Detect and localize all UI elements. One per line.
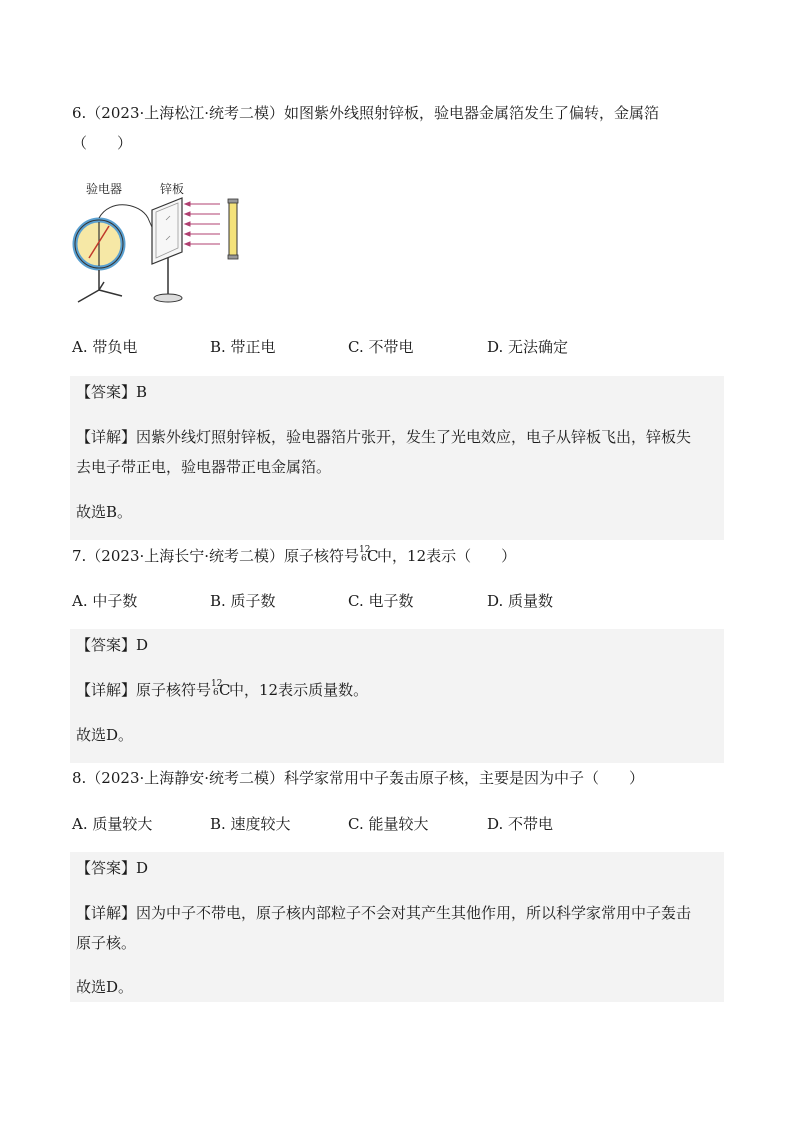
uv-light-arrows (185, 202, 220, 246)
q8-option-c: C. 能量较大 (348, 815, 429, 833)
figure-label-electroscope: 验电器 (86, 182, 123, 196)
q6-option-a: A. 带负电 (72, 338, 138, 356)
q8-option-b: B. 速度较大 (210, 815, 291, 833)
q6-detail-line2: 去电子带正电，验电器带正电金属箔。 (76, 458, 332, 476)
q7-option-b: B. 质子数 (210, 592, 276, 610)
uv-lamp (229, 201, 237, 257)
q6-option-b: B. 带正电 (210, 338, 276, 356)
q8-answer-block (70, 852, 724, 1002)
q8-option-a: A. 质量较大 (72, 815, 153, 833)
nuclide-element: C (219, 681, 231, 699)
q7-option-d: D. 质量数 (487, 592, 554, 610)
q8-conclusion: 故选D。 (76, 978, 134, 996)
electroscope-diagram (70, 178, 260, 306)
q7-option-a: A. 中子数 (72, 592, 138, 610)
q6-option-c: C. 不带电 (348, 338, 414, 356)
nuclide-mass-number: 12 (211, 679, 223, 689)
q7-stem (72, 545, 516, 567)
q6-stem-line2: （ ） (72, 134, 133, 152)
nuclide-mass-number: 12 (359, 545, 371, 555)
q6-detail-line1: 【详解】因紫外线灯照射锌板，验电器箔片张开，发生了光电效应，电子从锌板飞出，锌板失 (76, 428, 692, 446)
q8-answer: 【答案】D (76, 859, 149, 877)
nuclide-atomic-number: 6 (213, 688, 219, 698)
q7-answer: 【答案】D (76, 636, 149, 654)
q7-nuclide-symbol (359, 545, 377, 567)
q7-detail (76, 679, 368, 701)
plate-base (154, 294, 182, 302)
figure-label-zinc-plate: 锌板 (160, 182, 185, 196)
q8-detail-line2: 原子核。 (76, 934, 137, 952)
q7-detail-nuclide-symbol (211, 679, 229, 701)
q7-conclusion: 故选D。 (76, 726, 134, 744)
q8-option-d: D. 不带电 (487, 815, 554, 833)
q6-figure-electroscope-zinc-plate (70, 178, 260, 306)
q6-conclusion: 故选B。 (76, 503, 133, 521)
nuclide-element: C (367, 547, 379, 565)
nuclide-atomic-number: 6 (361, 554, 367, 564)
q8-stem: 8.（2023·上海静安·统考二模）科学家常用中子轰击原子核，主要是因为中子（ ） (72, 769, 645, 787)
q7-option-c: C. 电子数 (348, 592, 414, 610)
q7-stem-before: 7.（2023·上海长宁·统考二模）原子核符号 (72, 547, 360, 565)
q6-stem-line1: 6.（2023·上海松江·统考二模）如图紫外线照射锌板，验电器金属箔发生了偏转，金属箔 (72, 104, 660, 122)
q6-option-d: D. 无法确定 (487, 338, 569, 356)
q7-answer-block (70, 629, 724, 763)
q7-detail-after: 中，12表示质量数。 (229, 681, 369, 699)
q8-detail-line1: 【详解】因为中子不带电，原子核内部粒子不会对其产生其他作用，所以科学家常用中子轰击 (76, 904, 692, 922)
q6-answer: 【答案】B (76, 383, 148, 401)
q7-detail-before: 【详解】原子核符号 (76, 681, 212, 699)
q7-stem-after: 中，12表示（ ） (377, 547, 517, 565)
q6-answer-block (70, 376, 724, 540)
